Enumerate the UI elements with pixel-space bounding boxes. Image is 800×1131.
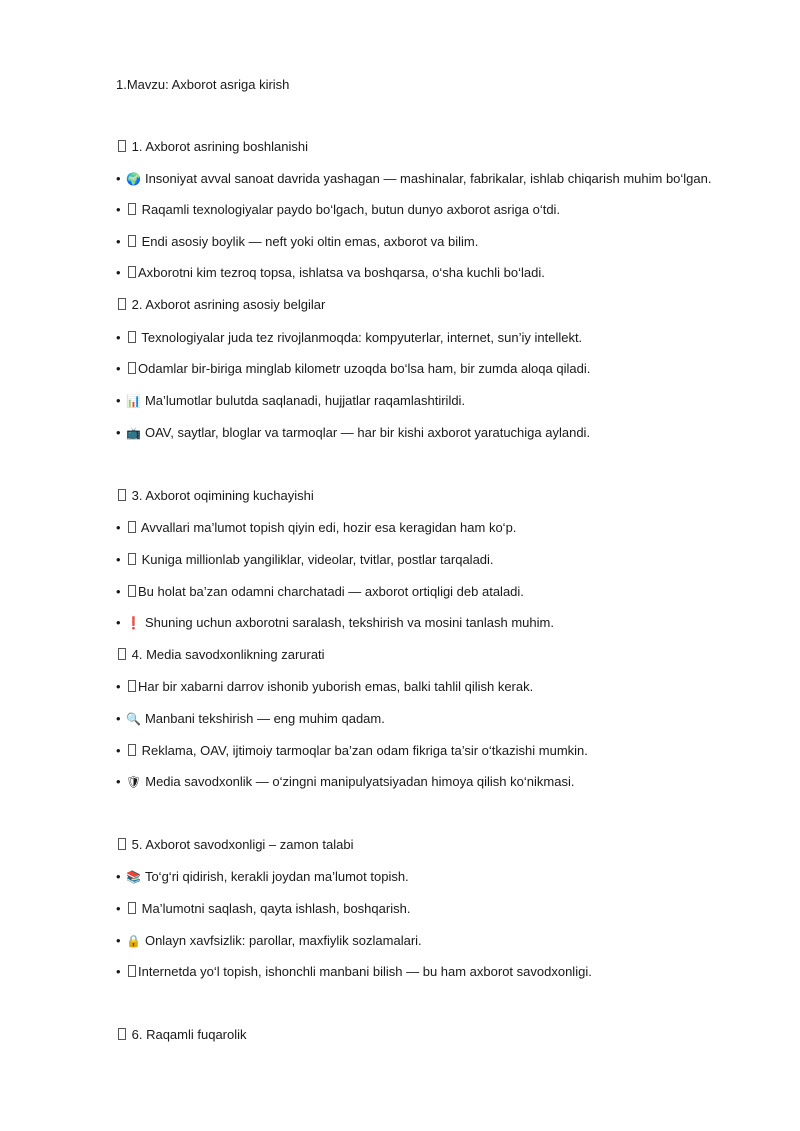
- bullet-icon: •: [116, 679, 121, 694]
- bullet-icon: •: [116, 869, 121, 884]
- missing-glyph-icon: [128, 235, 136, 247]
- list-item: • Ma’lumotni saqlash, qayta ishlash, boshqarish.: [116, 901, 411, 916]
- books-icon: 📚: [126, 870, 141, 884]
- list-item: • Texnologiyalar juda tez rivojlanmoqda: kompyuterlar, internet, sun’iy intellekt.: [116, 330, 583, 345]
- missing-glyph-icon: [118, 298, 126, 310]
- bullet-icon: •: [116, 901, 121, 916]
- list-item: • Reklama, OAV, ijtimoiy tarmoqlar ba’zan odam fikriga ta’sir o‘tkazishi mumkin.: [116, 743, 588, 758]
- bullet-icon: •: [116, 743, 121, 758]
- bullet-icon: •: [116, 330, 121, 345]
- missing-glyph-icon: [128, 362, 136, 374]
- list-item: • Avvallari ma’lumot topish qiyin edi, hozir esa keragidan ham ko‘p.: [116, 520, 517, 535]
- missing-glyph-icon: [128, 965, 136, 977]
- document-title: [116, 77, 289, 93]
- globe-icon: 🌍: [126, 172, 141, 186]
- missing-glyph-icon: [128, 266, 136, 278]
- bullet-icon: •: [116, 552, 121, 567]
- section-heading-3: 3. Axborot oqimining kuchayishi: [116, 488, 314, 504]
- missing-glyph-icon: [128, 744, 136, 756]
- bullet-icon: •: [116, 265, 121, 280]
- missing-glyph-icon: [118, 140, 126, 152]
- shield-icon: 🛡: [126, 775, 142, 789]
- magnifier-icon: 🔍: [126, 712, 141, 726]
- list-item: • 📚 To‘g‘ri qidirish, kerakli joydan ma’lumot topish.: [116, 869, 409, 884]
- missing-glyph-icon: [128, 585, 136, 597]
- list-item: • Bu holat ba’zan odamni charchatadi — axborot ortiqligi deb ataladi.: [116, 584, 524, 599]
- bullet-icon: •: [116, 234, 121, 249]
- list-item: • 🔍 Manbani tekshirish — eng muhim qadam.: [116, 711, 385, 726]
- bullet-icon: •: [116, 964, 121, 979]
- lock-icon: 🔒: [126, 934, 141, 948]
- missing-glyph-icon: [128, 553, 136, 565]
- bullet-icon: •: [116, 393, 121, 408]
- section-heading-1: 1. Axborot asrining boshlanishi: [116, 139, 308, 155]
- bullet-icon: •: [116, 361, 121, 376]
- bullet-icon: •: [116, 202, 121, 217]
- list-item: • Internetda yo‘l topish, ishonchli manbani bilish — bu ham axborot savodxonligi.: [116, 964, 592, 979]
- list-item: • Raqamli texnologiyalar paydo bo‘lgach, butun dunyo axborot asriga o‘tdi.: [116, 202, 561, 217]
- list-item: • 🌍 Insoniyat avval sanoat davrida yashagan — mashinalar, fabrikalar, ishlab chiqarish muhim bo‘lgan.: [116, 171, 712, 186]
- missing-glyph-icon: [128, 521, 136, 533]
- missing-glyph-icon: [118, 648, 126, 660]
- missing-glyph-icon: [128, 680, 136, 692]
- exclamation-icon: ❗: [126, 616, 141, 630]
- list-item: • Endi asosiy boylik — neft yoki oltin emas, axborot va bilim.: [116, 234, 479, 249]
- bullet-icon: •: [116, 933, 121, 948]
- list-item: • 🛡 Media savodxonlik — o‘zingni manipulyatsiyadan himoya qilish ko‘nikmasi.: [116, 774, 575, 789]
- title-text: 1.Mavzu: Axborot asriga kirish: [116, 77, 290, 92]
- bullet-icon: •: [116, 584, 121, 599]
- bullet-icon: •: [116, 774, 121, 789]
- television-icon: 📺: [126, 426, 141, 440]
- missing-glyph-icon: [118, 1028, 126, 1040]
- list-item: • 🔒 Onlayn xavfsizlik: parollar, maxfiylik sozlamalari.: [116, 933, 422, 948]
- section-heading-2: 2. Axborot asrining asosiy belgilar: [116, 297, 325, 313]
- section-heading-5: 5. Axborot savodxonligi – zamon talabi: [116, 837, 353, 853]
- list-item: • Har bir xabarni darrov ishonib yuborish emas, balki tahlil qilish kerak.: [116, 679, 534, 694]
- list-item: • Odamlar bir-biriga minglab kilometr uzoqda bo‘lsa ham, bir zumda aloqa qiladi.: [116, 361, 591, 376]
- list-item: • ❗ Shuning uchun axborotni saralash, tekshirish va mosini tanlash muhim.: [116, 615, 554, 630]
- section-heading-4: 4. Media savodxonlikning zarurati: [116, 647, 325, 663]
- bullet-icon: •: [116, 425, 121, 440]
- bullet-icon: •: [116, 615, 121, 630]
- bullet-icon: •: [116, 520, 121, 535]
- section-heading-6: 6. Raqamli fuqarolik: [116, 1027, 247, 1043]
- list-item: • 📺 OAV, saytlar, bloglar va tarmoqlar — har bir kishi axborot yaratuchiga aylandi.: [116, 425, 591, 440]
- missing-glyph-icon: [118, 838, 126, 850]
- missing-glyph-icon: [128, 331, 136, 343]
- missing-glyph-icon: [128, 203, 136, 215]
- list-item: • Axborotni kim tezroq topsa, ishlatsa va boshqarsa, o‘sha kuchli bo‘ladi.: [116, 265, 545, 280]
- list-item: • 📊 Ma’lumotlar bulutda saqlanadi, hujjatlar raqamlashtirildi.: [116, 393, 466, 408]
- bullet-icon: •: [116, 711, 121, 726]
- missing-glyph-icon: [118, 489, 126, 501]
- missing-glyph-icon: [128, 902, 136, 914]
- bullet-icon: •: [116, 171, 121, 186]
- bar-chart-icon: 📊: [126, 394, 141, 408]
- list-item: • Kuniga millionlab yangiliklar, videolar, tvitlar, postlar tarqaladi.: [116, 552, 494, 567]
